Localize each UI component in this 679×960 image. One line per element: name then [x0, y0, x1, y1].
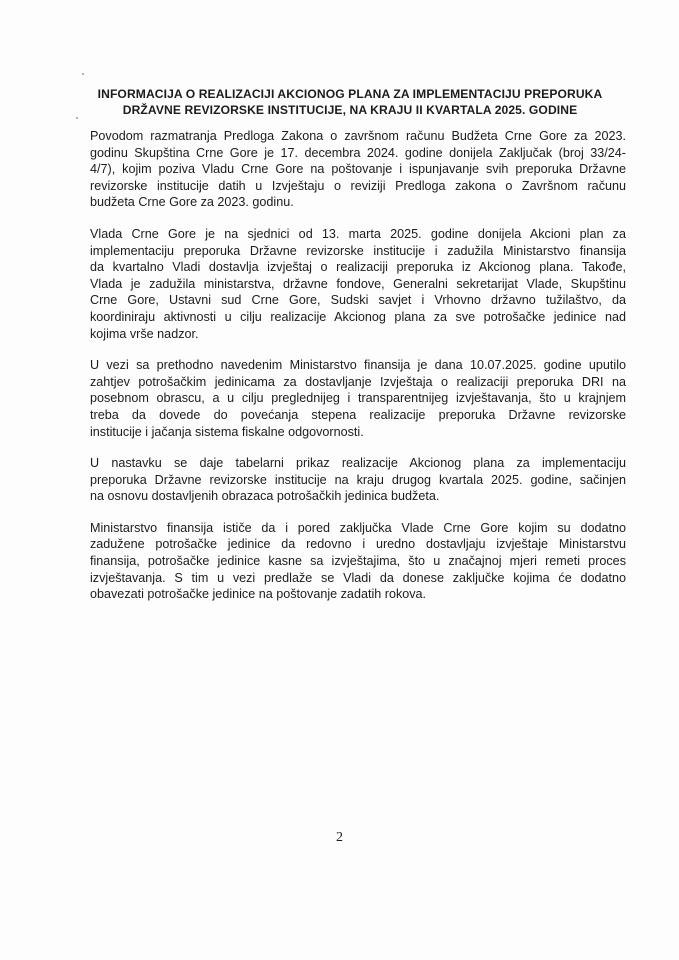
text-line: budžeta Crne Gore za 2023. godinu.	[90, 195, 294, 210]
text-line: kojima vrše nadzor.	[90, 326, 199, 341]
paragraph-4	[90, 455, 626, 505]
text-line: godinu Skupština Crne Gore je 17. decembra 2024. godine donijela Zaključak (broj 33/24-	[90, 145, 626, 160]
text-line: izvještavanja. S tim u vezi predlaže se Vladi da donese zaključke kojima će dodatno	[90, 570, 626, 585]
text-line: revizorske institucije datih u Izvještaju o reviziji Predloga zakona o Završnom računu	[90, 178, 626, 193]
page-number: 2	[336, 830, 343, 845]
text-line: koordiniraju aktivnosti u cilju realizacije Akcionog plana za sve potrošačke jedinice nad	[90, 309, 626, 324]
text-line: zadužene potrošačke jedinice da redovno i uredno dostavljaju izvještaje Ministarstvu	[90, 537, 626, 552]
paragraph-3	[90, 357, 626, 440]
text-line: Crne Gore, Ustavni sud Crne Gore, Sudski savjet i Vrhovno državno tužilaštvo, da	[90, 293, 626, 308]
title-line: INFORMACIJA O REALIZACIJI AKCIONOG PLANA ZA IMPLEMENTACIJU PREPORUKA	[97, 87, 603, 101]
text-line: 4/7), kojim poziva Vladu Crne Gore na poštovanje i ispunjavanje svih preporuka Državne	[90, 162, 626, 177]
scan-speck	[82, 73, 84, 75]
document-title	[70, 86, 630, 118]
paragraph-2	[90, 226, 626, 342]
text-line: U vezi sa prethodno navedenim Ministarstvo finansija je dana 10.07.2025. godine uputilo	[90, 358, 626, 373]
title-line: DRŽAVNE REVIZORSKE INSTITUCIJE, NA KRAJU II KVARTALA 2025. GODINE	[122, 103, 578, 117]
text-line: institucije i jačanja sistema fiskalne odgovornosti.	[90, 424, 364, 439]
document-body	[90, 128, 626, 618]
text-line: posebnom obrascu, a u cilju preglednijeg i transparentnijeg izvještavanja, što u krajnjem	[90, 391, 626, 406]
paragraph-5	[90, 520, 626, 603]
text-line: na osnovu dostavljenih obrazaca potrošačkih jedinica budžeta.	[90, 489, 440, 504]
text-line: preporuka Državne revizorske institucije na kraju drugog kvartala 2025. godine, sačinjen	[90, 472, 626, 487]
text-line: Vlada je zadužila ministarstva, državne fondove, Generalni sekretarijat Vlade, Skupštinu	[90, 276, 626, 291]
text-line: U nastavku se daje tabelarni prikaz realizacije Akcionog plana za implementaciju	[90, 456, 626, 471]
text-line: Vlada Crne Gore je na sjednici od 13. marta 2025. godine donijela Akcioni plan za	[90, 226, 626, 241]
text-line: treba da dovede do povećanja stepena realizacije preporuka Državne revizorske	[90, 407, 626, 422]
text-line: da kvartalno Vladi dostavlja izvještaj o realizaciji preporuka iz Akcionog plana. Takođe,	[90, 260, 626, 275]
text-line: Povodom razmatranja Predloga Zakona o završnom računu Budžeta Crne Gore za 2023.	[90, 129, 626, 143]
text-line: finansija, potrošačke jedinice kasne sa izvještajima, što u značajnoj mjeri remeti proces	[90, 554, 626, 569]
text-line: obavezati potrošačke jedinice na poštovanje zadatih rokova.	[90, 587, 427, 602]
paragraph-1	[90, 128, 626, 211]
text-line: implementaciju preporuka Državne revizorske institucije i zadužila Ministarstvo finansija	[90, 243, 626, 258]
text-line: zahtjev potrošačkim jedinicama za dostavljanje Izvještaja o realizaciji preporuka DRI na	[90, 374, 626, 389]
text-line: Ministarstvo finansija ističe da i pored zaključka Vlade Crne Gore kojim su dodatno	[90, 520, 626, 535]
